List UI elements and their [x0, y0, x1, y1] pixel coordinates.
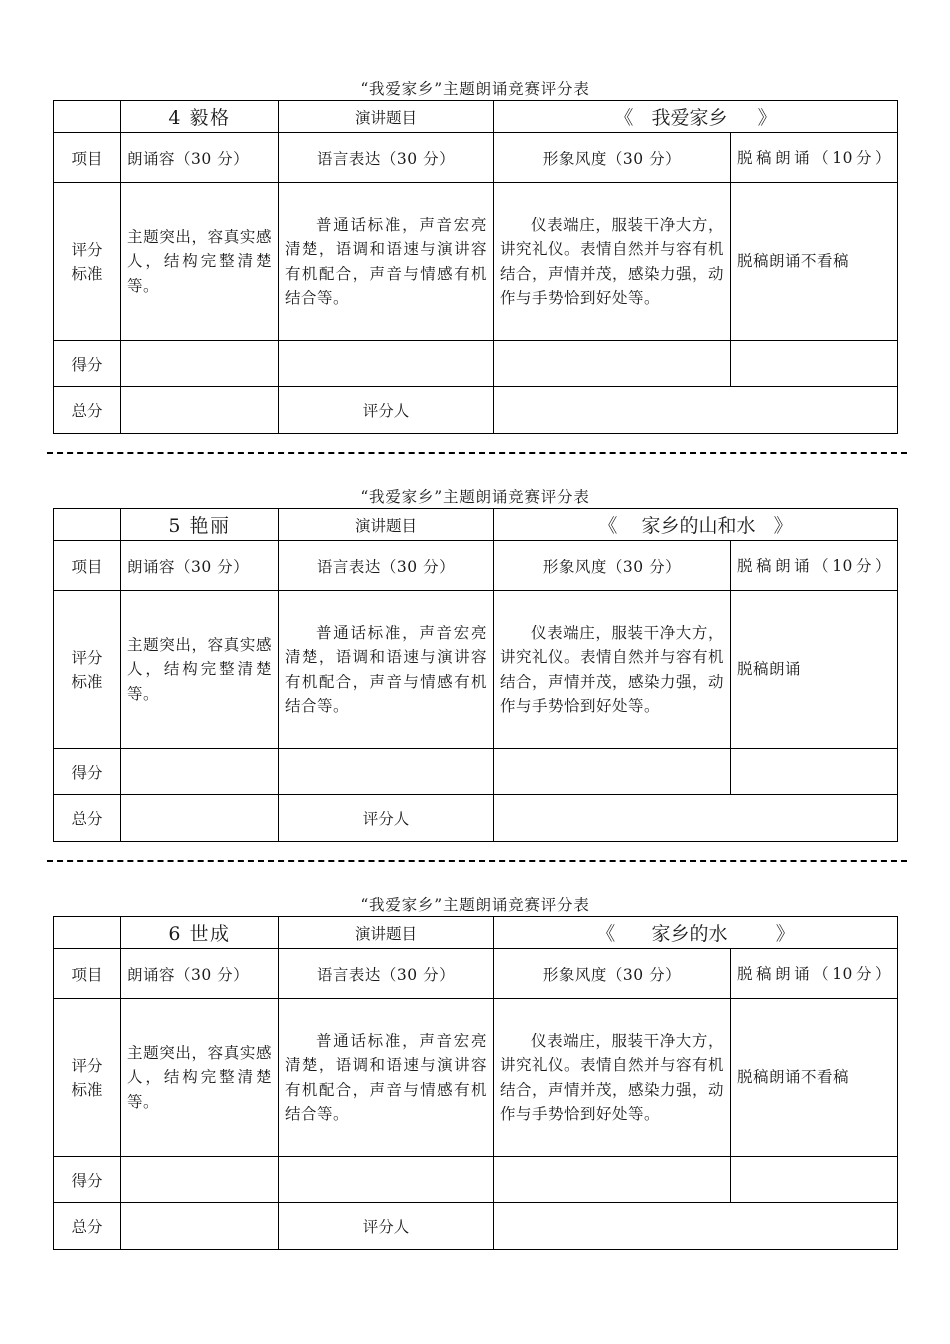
row-label-score: 得分 — [54, 1157, 121, 1203]
criteria-content: 主题突出，容真实感人，结构完整清楚等。 — [121, 999, 279, 1157]
category-memorized: 脱稿朗诵（10分） — [731, 949, 898, 999]
score-sheet — [53, 486, 897, 842]
score-cell-content[interactable] — [121, 341, 279, 387]
score-row — [54, 749, 898, 795]
total-score-cell[interactable] — [121, 387, 279, 434]
score-row — [54, 1157, 898, 1203]
criteria-expression: 普通话标准，声音宏亮清楚，语调和语速与演讲容有机配合，声音与情感有机结合等。 — [279, 183, 494, 341]
row-label-score: 得分 — [54, 341, 121, 387]
scorer-label: 评分人 — [279, 387, 494, 434]
total-score-cell[interactable] — [121, 795, 279, 842]
sheet-title: “我爱家乡”主题朗诵竞赛评分表 — [360, 80, 590, 98]
header-row — [54, 101, 898, 133]
blank-cell — [54, 509, 121, 541]
criteria-expression: 普通话标准，声音宏亮清楚，语调和语速与演讲容有机配合，声音与情感有机结合等。 — [279, 591, 494, 749]
topic-title: 《 我爱家乡 》 — [494, 101, 898, 133]
topic-title: 《 家乡的山和水 》 — [494, 509, 898, 541]
score-sheet — [53, 78, 897, 434]
row-label-score: 得分 — [54, 749, 121, 795]
score-cell-memorized[interactable] — [731, 341, 898, 387]
total-row — [54, 1203, 898, 1250]
row-label-criteria: 评分 标准 — [54, 591, 121, 749]
score-row — [54, 341, 898, 387]
total-row — [54, 795, 898, 842]
score-cell-content[interactable] — [121, 1157, 279, 1203]
blank-cell — [54, 917, 121, 949]
category-row — [54, 541, 898, 591]
sheet-title: “我爱家乡”主题朗诵竞赛评分表 — [360, 488, 590, 506]
category-expression: 语言表达（30 分） — [279, 949, 494, 999]
score-table — [53, 100, 898, 434]
topic-label: 演讲题目 — [279, 101, 494, 133]
category-row — [54, 133, 898, 183]
row-label-item: 项目 — [54, 133, 121, 183]
topic-title: 《 家乡的水 》 — [494, 917, 898, 949]
score-cell-demeanor[interactable] — [494, 341, 731, 387]
criteria-demeanor: 仪表端庄，服装干净大方，讲究礼仪。表情自然并与容有机结合，声情并茂，感染力强，动作与手势恰到好处等。 — [494, 591, 731, 749]
sheet-title: “我爱家乡”主题朗诵竞赛评分表 — [360, 896, 590, 914]
criteria-content: 主题突出，容真实感人，结构完整清楚等。 — [121, 591, 279, 749]
category-expression: 语言表达（30 分） — [279, 541, 494, 591]
total-row — [54, 387, 898, 434]
total-score-cell[interactable] — [121, 1203, 279, 1250]
scorer-signature-cell[interactable] — [494, 1203, 898, 1250]
score-cell-demeanor[interactable] — [494, 749, 731, 795]
blank-cell — [54, 101, 121, 133]
score-cell-expression[interactable] — [279, 749, 494, 795]
cut-line — [47, 860, 907, 862]
score-table — [53, 508, 898, 842]
topic-label: 演讲题目 — [279, 917, 494, 949]
score-cell-demeanor[interactable] — [494, 1157, 731, 1203]
header-row — [54, 509, 898, 541]
score-cell-memorized[interactable] — [731, 749, 898, 795]
category-row — [54, 949, 898, 999]
criteria-row — [54, 591, 898, 749]
row-label-criteria: 评分 标准 — [54, 183, 121, 341]
contestant-name: 4 毅格 — [121, 101, 279, 133]
topic-label: 演讲题目 — [279, 509, 494, 541]
criteria-content: 主题突出，容真实感人，结构完整清楚等。 — [121, 183, 279, 341]
criteria-expression: 普通话标准，声音宏亮清楚，语调和语速与演讲容有机配合，声音与情感有机结合等。 — [279, 999, 494, 1157]
scorer-signature-cell[interactable] — [494, 795, 898, 842]
criteria-memorized: 脱稿朗诵 — [731, 591, 898, 749]
category-content: 朗诵容（30 分） — [121, 949, 279, 999]
row-label-total: 总分 — [54, 795, 121, 842]
criteria-row — [54, 999, 898, 1157]
contestant-name: 5 艳丽 — [121, 509, 279, 541]
category-memorized: 脱稿朗诵（10分） — [731, 541, 898, 591]
category-content: 朗诵容（30 分） — [121, 133, 279, 183]
criteria-demeanor: 仪表端庄，服装干净大方，讲究礼仪。表情自然并与容有机结合，声情并茂，感染力强，动作与手势恰到好处等。 — [494, 999, 731, 1157]
category-demeanor: 形象风度（30 分） — [494, 949, 731, 999]
contestant-name: 6 世成 — [121, 917, 279, 949]
score-cell-expression[interactable] — [279, 1157, 494, 1203]
row-label-total: 总分 — [54, 1203, 121, 1250]
score-cell-expression[interactable] — [279, 341, 494, 387]
score-cell-content[interactable] — [121, 749, 279, 795]
criteria-memorized: 脱稿朗诵不看稿 — [731, 999, 898, 1157]
row-label-total: 总分 — [54, 387, 121, 434]
criteria-demeanor: 仪表端庄，服装干净大方，讲究礼仪。表情自然并与容有机结合，声情并茂，感染力强，动作与手势恰到好处等。 — [494, 183, 731, 341]
category-expression: 语言表达（30 分） — [279, 133, 494, 183]
category-demeanor: 形象风度（30 分） — [494, 541, 731, 591]
score-cell-memorized[interactable] — [731, 1157, 898, 1203]
score-sheet — [53, 894, 897, 1250]
criteria-row — [54, 183, 898, 341]
criteria-memorized: 脱稿朗诵不看稿 — [731, 183, 898, 341]
category-content: 朗诵容（30 分） — [121, 541, 279, 591]
scorer-signature-cell[interactable] — [494, 387, 898, 434]
score-table — [53, 916, 898, 1250]
category-memorized: 脱稿朗诵（10分） — [731, 133, 898, 183]
cut-line — [47, 452, 907, 454]
scorer-label: 评分人 — [279, 795, 494, 842]
row-label-item: 项目 — [54, 541, 121, 591]
row-label-item: 项目 — [54, 949, 121, 999]
header-row — [54, 917, 898, 949]
scorer-label: 评分人 — [279, 1203, 494, 1250]
category-demeanor: 形象风度（30 分） — [494, 133, 731, 183]
row-label-criteria: 评分 标准 — [54, 999, 121, 1157]
